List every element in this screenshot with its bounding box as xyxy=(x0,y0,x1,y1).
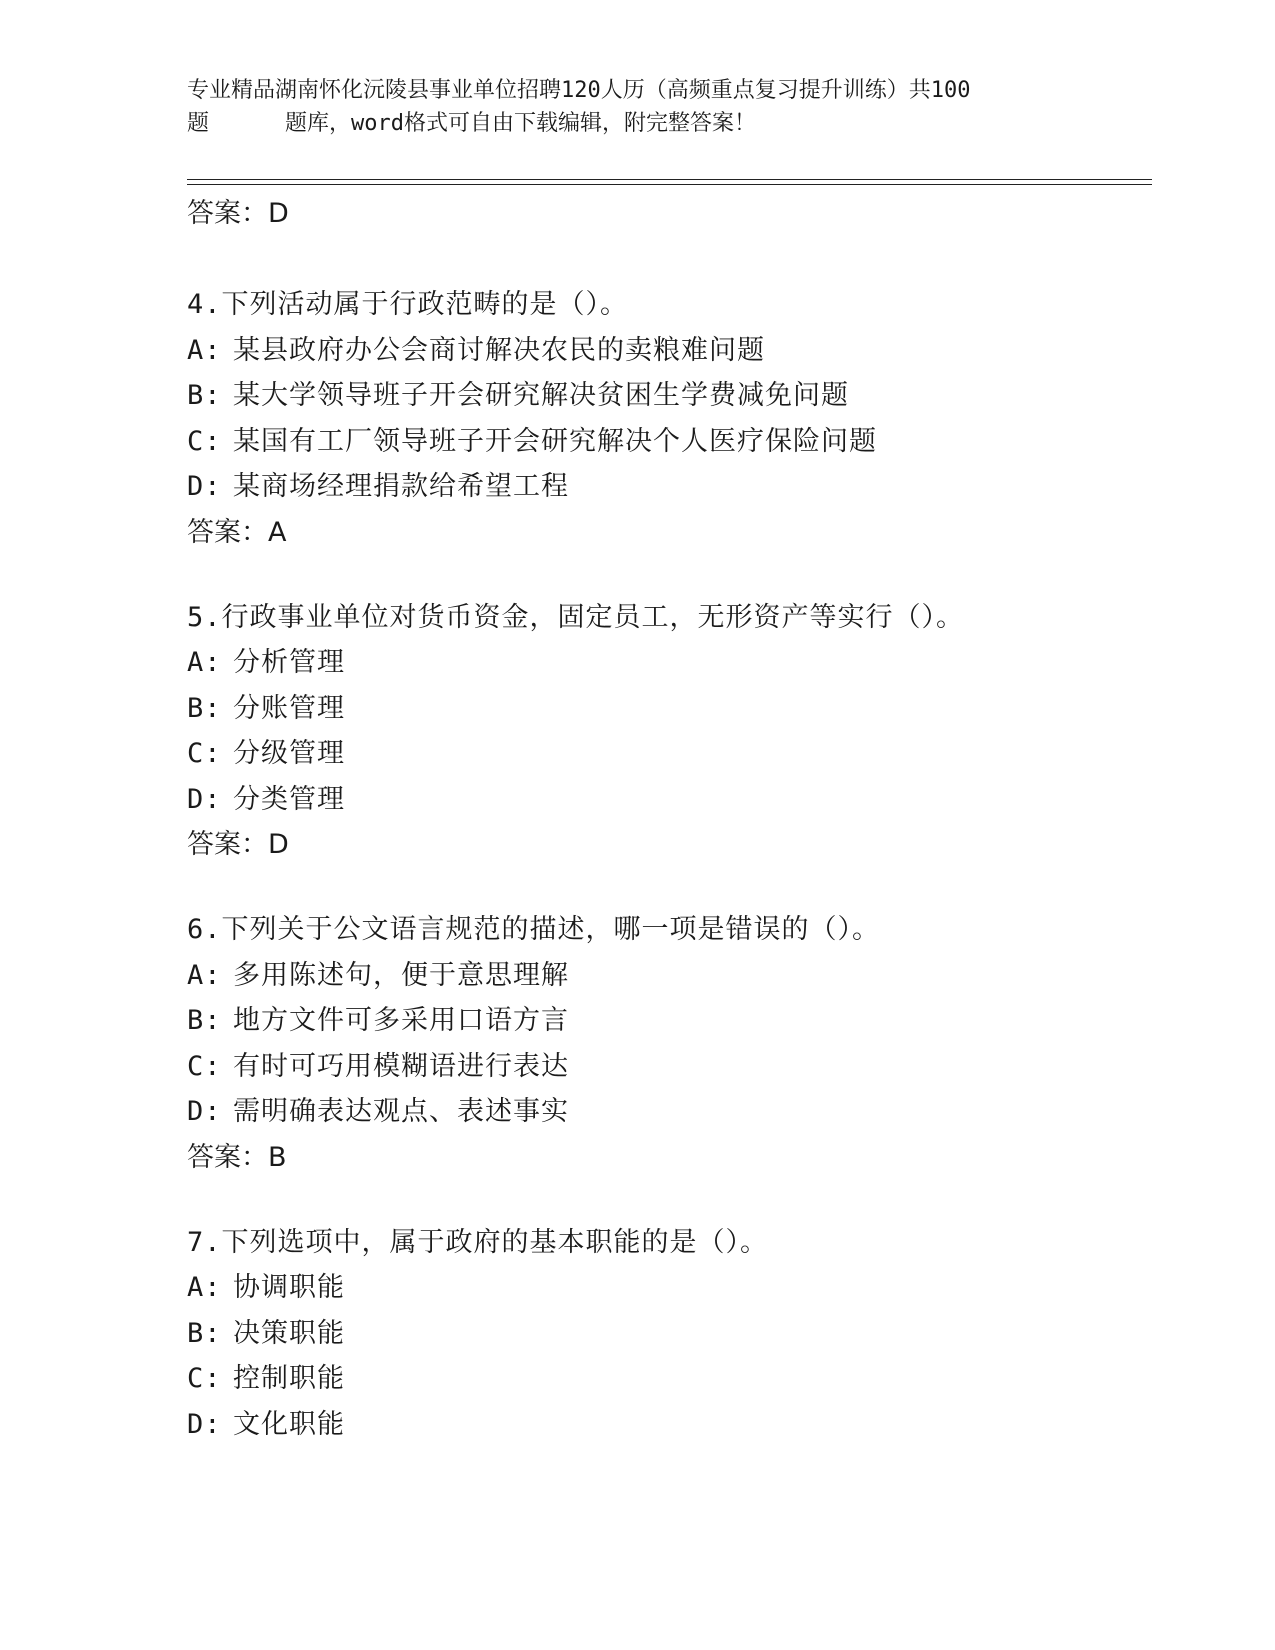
question-stem: 6.下列关于公文语言规范的描述，哪一项是错误的（）。 xyxy=(187,914,881,945)
header-line2-left: 题 xyxy=(187,111,210,136)
page-header xyxy=(187,74,1087,140)
question-block xyxy=(187,595,1147,868)
option-item xyxy=(187,419,1147,465)
option-item xyxy=(187,1265,1147,1311)
option-text: 分析管理 xyxy=(233,647,345,678)
question-block xyxy=(187,1220,1147,1448)
header-line2-right: 题库，word格式可自由下载编辑，附完整答案！ xyxy=(285,111,756,136)
spacer xyxy=(187,1180,1147,1220)
spacer xyxy=(187,867,1147,907)
option-item xyxy=(187,1044,1147,1090)
option-item xyxy=(187,777,1147,823)
option-text: 某国有工厂领导班子开会研究解决个人医疗保险问题 xyxy=(233,425,877,457)
option-label: D: xyxy=(187,1408,222,1440)
option-text: 某商场经理捐款给希望工程 xyxy=(233,471,569,502)
option-text: 多用陈述句，便于意思理解 xyxy=(233,959,569,991)
option-text: 有时可巧用模糊语进行表达 xyxy=(233,1050,569,1082)
option-item xyxy=(187,328,1147,374)
option-text: 文化职能 xyxy=(233,1408,345,1440)
option-label: A: xyxy=(187,334,222,366)
option-item xyxy=(187,1089,1147,1135)
option-text: 某大学领导班子开会研究解决贫困生学费减免问题 xyxy=(233,380,849,411)
header-divider-top xyxy=(187,179,1152,180)
option-label: C: xyxy=(187,1363,222,1394)
header-title-line2 xyxy=(187,107,1087,140)
answer-line: 答案：B xyxy=(187,1141,287,1173)
option-label: D: xyxy=(187,1096,222,1127)
answer-line: 答案：D xyxy=(187,198,289,229)
option-item xyxy=(187,731,1147,777)
question-stem: 7.下列选项中，属于政府的基本职能的是（）。 xyxy=(187,1226,769,1258)
option-text: 分级管理 xyxy=(233,738,345,769)
option-label: B: xyxy=(187,692,222,724)
option-item xyxy=(187,686,1147,732)
option-item xyxy=(187,1402,1147,1448)
option-label: B: xyxy=(187,1005,222,1036)
option-text: 分类管理 xyxy=(233,783,345,815)
spacer xyxy=(187,236,1147,282)
header-divider-bottom xyxy=(187,184,1152,185)
option-label: B: xyxy=(187,1317,222,1349)
option-text: 某县政府办公会商讨解决农民的卖粮难问题 xyxy=(233,334,765,366)
option-label: C: xyxy=(187,738,222,769)
option-label: A: xyxy=(187,1272,222,1303)
option-item xyxy=(187,953,1147,999)
option-item xyxy=(187,1311,1147,1357)
option-label: B: xyxy=(187,380,222,411)
option-item xyxy=(187,373,1147,419)
option-item xyxy=(187,998,1147,1044)
option-item xyxy=(187,640,1147,686)
option-item xyxy=(187,464,1147,510)
option-item xyxy=(187,1356,1147,1402)
option-text: 控制职能 xyxy=(233,1363,345,1394)
question-block xyxy=(187,282,1147,555)
option-label: A: xyxy=(187,959,222,991)
option-label: C: xyxy=(187,1050,222,1082)
answer-line: 答案：A xyxy=(187,516,287,548)
spacer xyxy=(187,555,1147,595)
option-text: 地方文件可多采用口语方言 xyxy=(233,1005,569,1036)
question-list xyxy=(187,191,1147,1447)
option-text: 分账管理 xyxy=(233,692,345,724)
option-label: D: xyxy=(187,471,222,502)
option-label: A: xyxy=(187,647,222,678)
answer-line: 答案：D xyxy=(187,829,289,860)
option-text: 决策职能 xyxy=(233,1317,345,1349)
option-label: D: xyxy=(187,783,222,815)
option-text: 需明确表达观点、表述事实 xyxy=(233,1096,569,1127)
option-text: 协调职能 xyxy=(233,1272,345,1303)
question-stem: 4.下列活动属于行政范畴的是（）。 xyxy=(187,289,629,320)
option-label: C: xyxy=(187,425,222,457)
question-stem: 5.行政事业单位对货币资金，固定员工，无形资产等实行（）。 xyxy=(187,601,965,633)
question-block xyxy=(187,907,1147,1180)
header-title-line1: 专业精品湖南怀化沅陵县事业单位招聘120人历（高频重点复习提升训练）共100 xyxy=(187,78,971,103)
